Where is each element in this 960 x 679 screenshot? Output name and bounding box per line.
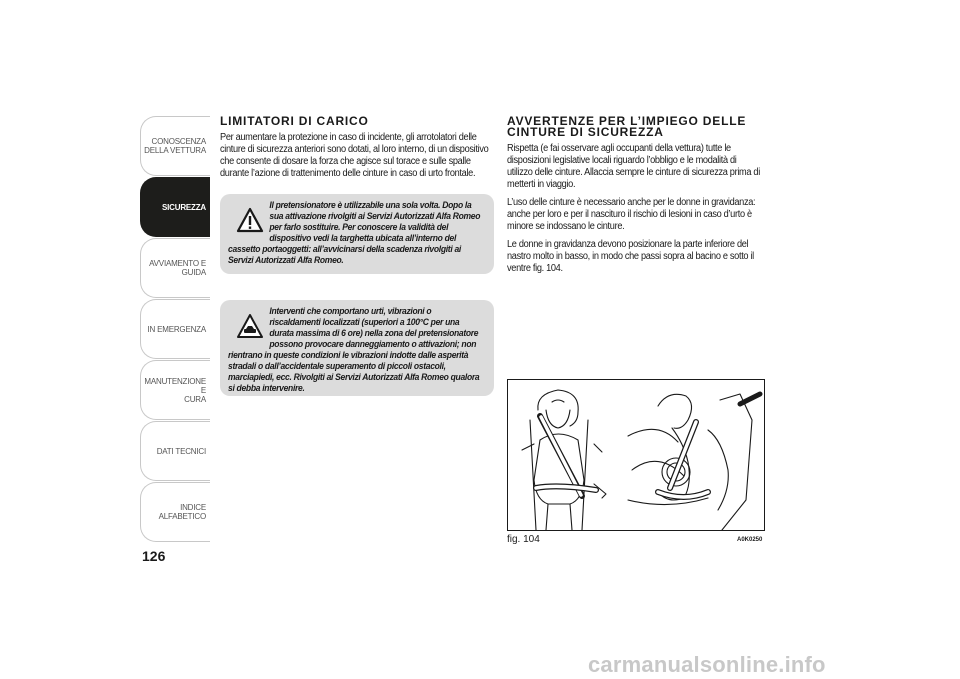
tab-manutenzione[interactable]: MANUTENZIONE E CURA	[140, 360, 210, 420]
limitatori-paragraph: Per aumentare la protezione in caso di incidente, gli arrotolatori delle cinture di sicurezza anteriori sono dotati, al loro interno, di un dispositivo che consente di dosare la forza che agisce sul torace e sulle spalle durante l’azione di trattenimento delle cinture in caso di urto frontale.	[220, 132, 489, 179]
avvertenze-paragraph-2: L’uso delle cinture è necessario anche per le donne in gravidanza: anche per loro e per il nascituro il rischio di lesioni in caso d’urto è minore se indossano le cinture.	[507, 197, 756, 232]
section-heading-limitatori: LIMITATORI DI CARICO	[220, 114, 369, 128]
avvertenze-paragraph-3: Le donne in gravidanza devono posizionare la parte inferiore del nastro molto in basso, in modo che passi sopra al bacino e sotto il ventre fig. 104.	[507, 239, 754, 274]
figure-104	[507, 379, 765, 531]
heading-line-1: AVVERTENZE PER L’IMPIEGO DELLE	[507, 114, 747, 128]
figure-caption: fig. 104	[507, 534, 540, 545]
tab-indice[interactable]: INDICE ALFABETICO	[140, 482, 210, 542]
warning-text-pretensionatore: Il pretensionatore è utilizzabile una sola volta. Dopo la sua attivazione rivolgiti ai Servizi Autorizzati Alfa Romeo per farlo sostituire. Per conoscere la validità del dispositivo vedi la targhetta ubicata all’interno del cassetto portaoggetti: all’avvicinarsi della scadenza rivolgiti ai Servizi Autorizzati Alfa Romeo.	[228, 200, 481, 266]
tab-sicurezza[interactable]: SICUREZZA	[140, 177, 210, 237]
figure-code: A0K0250	[737, 537, 763, 543]
heading-line-2: CINTURE DI SICUREZZA	[507, 125, 664, 139]
watermark: carmanualsonline.info	[588, 652, 826, 677]
tab-dati-tecnici[interactable]: DATI TECNICI	[140, 421, 210, 481]
right-column	[507, 116, 765, 281]
tab-emergenza[interactable]: IN EMERGENZA	[140, 299, 210, 359]
pregnant-seatbelt-illustration	[508, 380, 764, 530]
warning-box-pretensionatore	[220, 194, 494, 274]
warning-box-interventi	[220, 300, 494, 396]
avvertenze-paragraph-1: Rispetta (e fai osservare agli occupanti della vettura) tutte le disposizioni legislative locali riguardo l’obbligo e le modalità di utilizzo delle cinture. Allaccia sempre le cinture di sicurezza prima di metterti in viaggio.	[507, 143, 760, 190]
tab-conoscenza[interactable]: CONOSCENZA DELLA VETTURA	[140, 116, 210, 176]
page-number: 126	[142, 548, 166, 564]
tab-avviamento[interactable]: AVVIAMENTO E GUIDA	[140, 238, 210, 298]
left-column	[220, 116, 494, 396]
section-heading-avvertenze	[507, 116, 765, 138]
warning-text-interventi: Interventi che comportano urti, vibrazioni o riscaldamenti localizzati (superiori a 100°C per una durata massima di 6 ore) nella zona del pretensionatore possono provocare danneggiamento o attivazioni; non rientrano in queste condizioni le vibrazioni indotte dalle asperità stradali o dall’accidentale superamento di piccoli ostacoli, marciapiedi, ecc. Rivolgiti ai Servizi Autorizzati Alfa Romeo qualora si debba intervenire.	[228, 306, 480, 394]
